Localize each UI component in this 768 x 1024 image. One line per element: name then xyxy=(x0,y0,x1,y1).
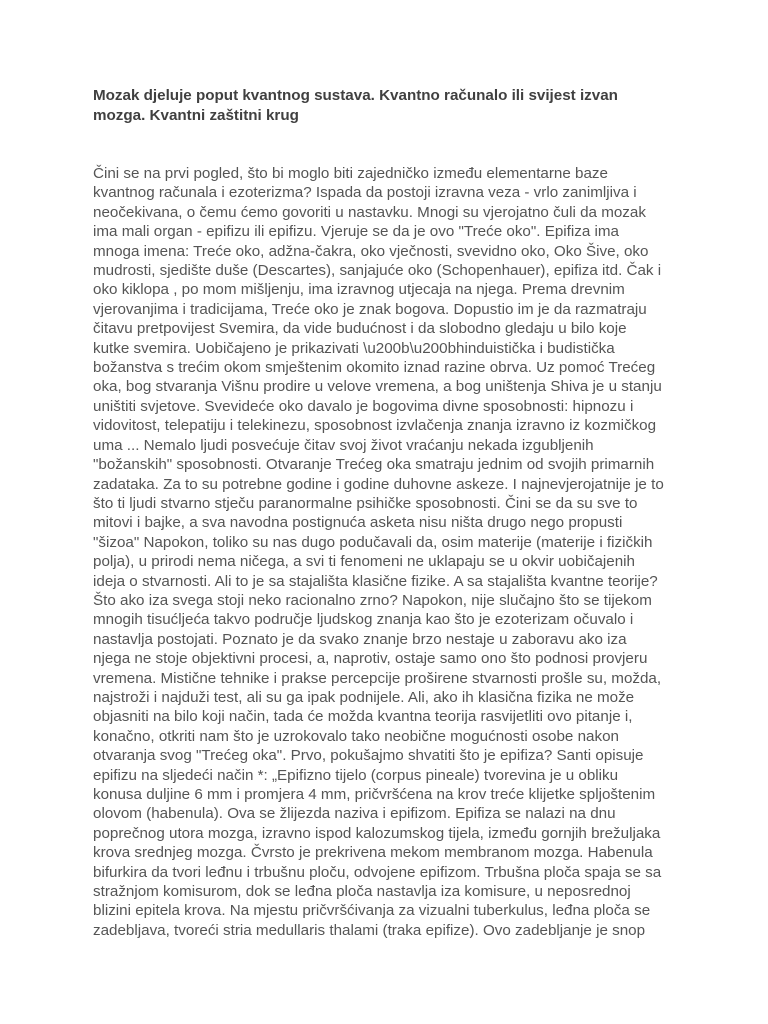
body-line: neočekivana, o čemu ćemo govoriti u nastavku. Mnogi su vjerojatno čuli da mozak xyxy=(93,203,646,221)
body-line: uma ... Nemalo ljudi posvećuje čitav svoj život vraćanju nekada izgubljenih xyxy=(93,436,594,454)
body-line: epifizu na sljedeći način *: „Epifizno tijelo (corpus pineale) tvorevina je u obliku xyxy=(93,766,619,784)
body-line: najstroži i najduži test, ali su ga ipak podnijele. Ali, ako ih klasična fizika ne može xyxy=(93,688,635,706)
body-line: vremena. Mistične tehnike i prakse percepcije proširene stvarnosti prošle su, možda, xyxy=(93,669,662,687)
body-line: oko kiklopa , po mom mišljenju, ima izravnog utjecaja na njega. Prema drevnim xyxy=(93,281,625,299)
body-line: ima mali organ - epifizu ili epifizu. Vjeruje se da je ovo "Treće oko". Epifiza ima xyxy=(93,223,619,241)
body-line: čitavu pretpovijest Svemira, da vide budućnost i da slobodno gledaju u bilo koje xyxy=(93,320,627,338)
document-title xyxy=(93,86,653,125)
body-line: zadataka. Za to su potrebne godine i godine duhovne askeze. I najnevjerojatnije je to xyxy=(93,475,664,493)
body-line: nastavlja postojati. Poznato je da svako znanje brzo nestaje u zaboravu ako iza xyxy=(93,630,627,648)
body-line: olovom (habenula). Ova se žlijezda naziva i epifizom. Epifiza se nalazi na dnu xyxy=(93,805,616,823)
body-line: kutke svemira. Uobičajeno je prikazivati \u200b\u200bhinduistička i budistička xyxy=(93,339,615,357)
document-body xyxy=(93,164,703,940)
body-line: kvantnog računala i ezoterizma? Ispada da postoji izravna veza - vrlo zanimljiva i xyxy=(93,184,637,202)
body-line: otvaranja svog "Trećeg oka". Prvo, pokušajmo shvatiti što je epifiza? Santi opisuje xyxy=(93,747,644,765)
body-line: "božanskih" sposobnosti. Otvaranje Trećeg oka smatraju jednim od svojih primarnih xyxy=(93,456,655,474)
body-line: oka, bog stvaranja Višnu prodire u velove vremena, a bog uništenja Shiva je u stanju xyxy=(93,378,662,396)
body-line: objasniti na bilo koji način, tada će možda kvantna teorija rasvijetliti ovo pitanje i, xyxy=(93,708,633,726)
body-line: konačno, otkriti nam što je uzrokovalo tako neobične mogućnosti osobe nakon xyxy=(93,727,619,745)
body-line: ideja o stvarnosti. Ali to je sa stajališta klasične fizike. A sa stajališta kvantne teorije? xyxy=(93,572,658,590)
body-line: njega ne stoje objektivni procesi, a, naprotiv, ostaje samo ono što podnosi provjeru xyxy=(93,650,648,668)
body-line: Čini se na prvi pogled, što bi moglo biti zajedničko između elementarne baze xyxy=(93,165,608,182)
body-line: krova srednjeg mozga. Čvrsto je prekrivena mekom membranom mozga. Habenula xyxy=(93,844,653,862)
body-line: poprečnog utora mozga, izravno ispod kalozumskog tijela, između gornjih brežuljaka xyxy=(93,824,661,842)
body-line: vjerovanjima i tradicijama, Treće oko je znak bogova. Dopustio im je da razmatraju xyxy=(93,300,647,318)
title-line: Mozak djeluje poput kvantnog sustava. Kvantno računalo ili svijest izvan xyxy=(93,87,618,104)
body-line: "šizoa" Napokon, toliko su nas dugo podučavali da, osim materije (materije i fizičkih xyxy=(93,533,653,551)
body-line: Što ako iza svega stoji neko racionalno zrno? Napokon, nije slučajno što se tijekom xyxy=(93,591,652,609)
body-line: konusa duljine 6 mm i promjera 4 mm, pričvršćena na krov treće klijetke spljoštenim xyxy=(93,786,656,803)
body-line: što ti ljudi stvarno stječu paranormalne psihičke sposobnosti. Čini se da su sve to xyxy=(93,494,638,512)
body-line: mnoga imena: Treće oko, adžna-čakra, oko vječnosti, svevidno oko, Oko Šive, oko xyxy=(93,242,649,260)
body-line: bifurkira da tvori leđnu i trbušnu ploču, odvojene epifizom. Trbušna ploča spaja se sa xyxy=(93,863,662,881)
body-line: stražnjom komisurom, dok se leđna ploča nastavlja iza komisure, u neposrednoj xyxy=(93,883,631,901)
body-line: blizini epitela krova. Na mjestu pričvršćivanja za vizualni tuberkulus, leđna ploča se xyxy=(93,902,651,920)
body-line: uništiti svjetove. Svevideće oko davalo je bogovima divne sposobnosti: hipnozu i xyxy=(93,397,634,415)
body-line: mnogih tisućljeća takvo područje ljudskog znanja kao što je ezoterizam očuvalo i xyxy=(93,611,634,629)
body-line: mitovi i bajke, a sva navodna postignuća asketa nisu ništa drugo nego propusti xyxy=(93,514,623,532)
title-line: mozga. Kvantni zaštitni krug xyxy=(93,106,299,124)
body-line: vidovitost, telepatiju i telekinezu, sposobnost izvlačenja znanja izravno iz kozmičkog xyxy=(93,417,657,435)
body-line: mudrosti, sjedište duše (Descartes), sanjajuće oko (Schopenhauer), epifiza itd. Čak i xyxy=(93,262,662,280)
body-line: polja), u prirodi nema ničega, a svi ti fenomeni ne uklapaju se u okvir uobičajenih xyxy=(93,553,635,571)
body-line: božanstva s trećim okom smještenim okomito iznad razine obrva. Uz pomoć Trećeg xyxy=(93,359,656,377)
body-line: zadebljava, tvoreći stria medullaris thalami (traka epifize). Ovo zadebljanje je snop xyxy=(93,921,646,939)
